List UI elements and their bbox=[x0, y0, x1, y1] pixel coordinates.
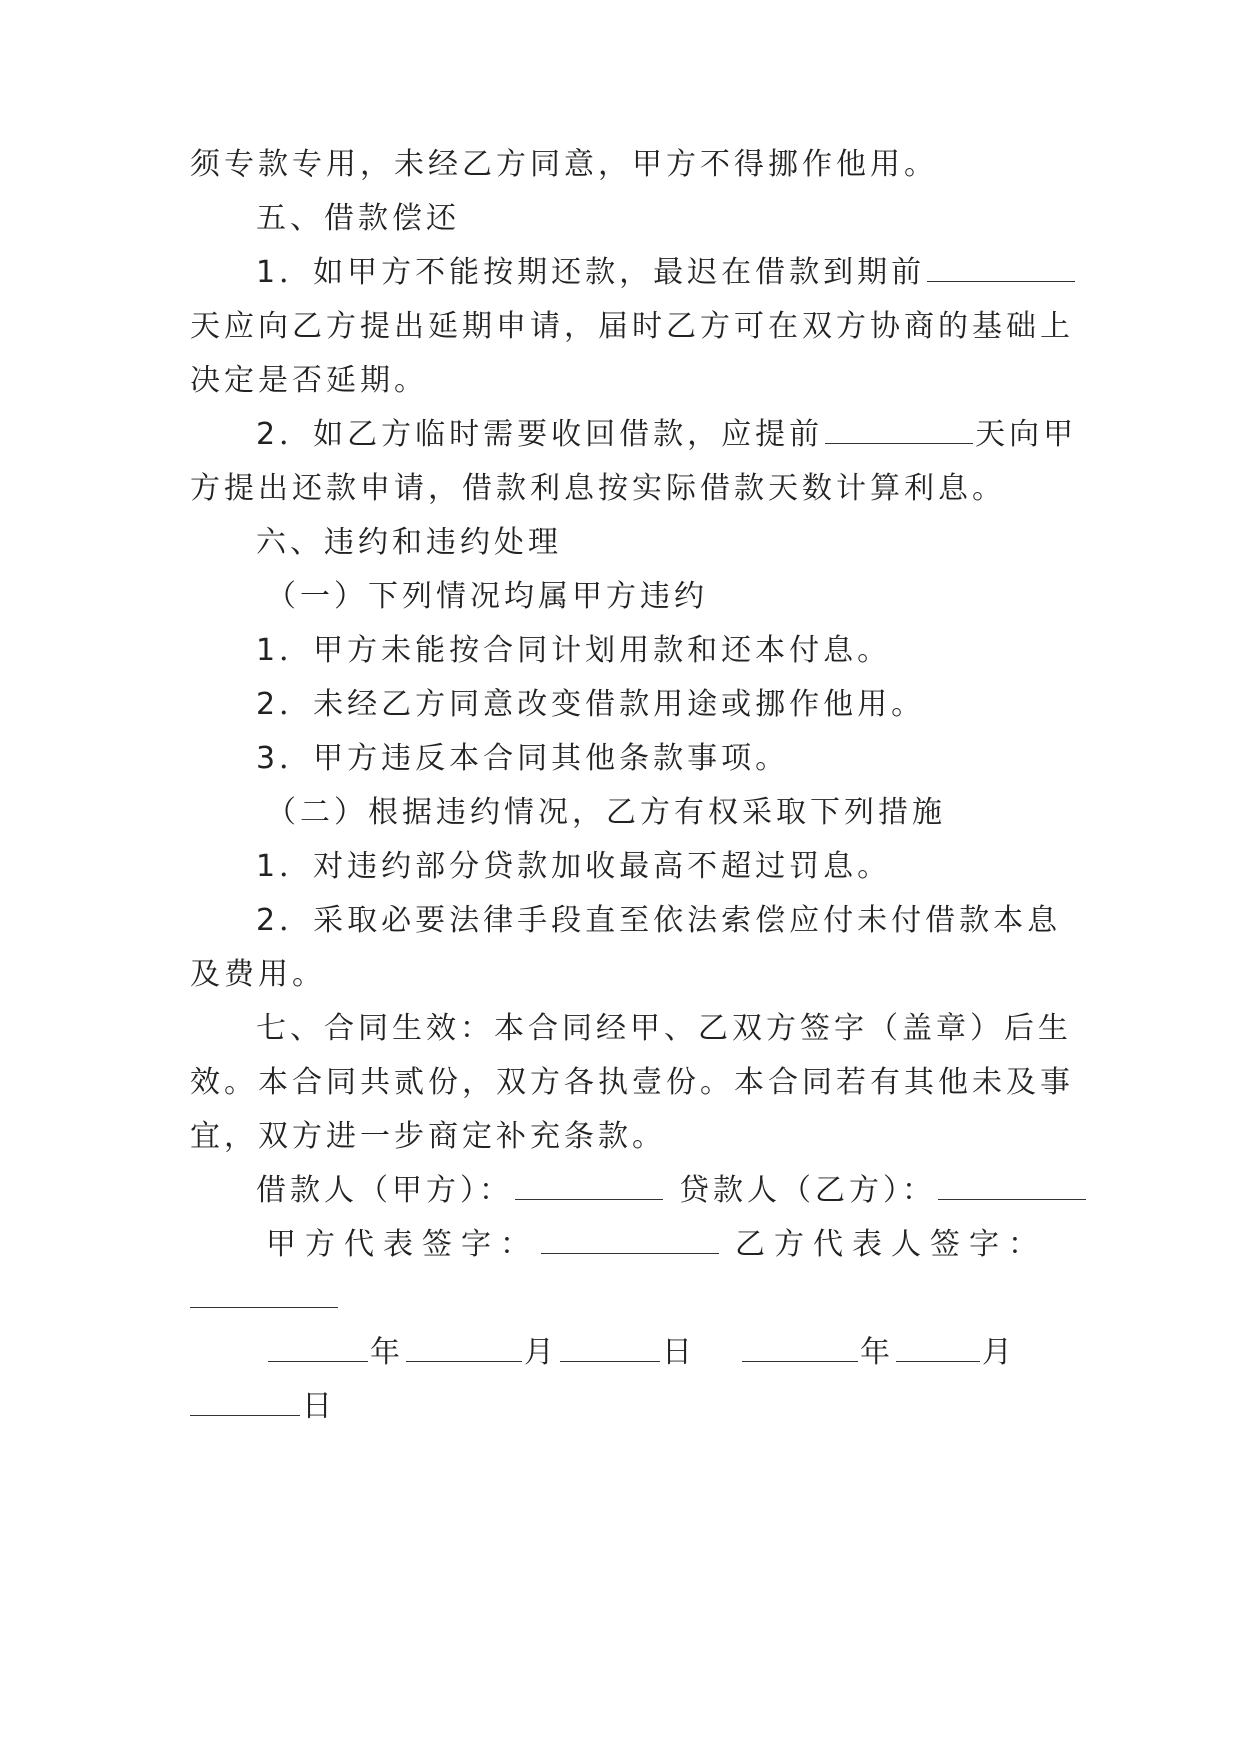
borrower-blank[interactable] bbox=[515, 1169, 663, 1200]
paragraph-line: 3．甲方违反本合同其他条款事项。 bbox=[256, 741, 790, 776]
section-heading: 五、借款偿还 bbox=[256, 201, 460, 236]
month-blank[interactable] bbox=[896, 1331, 980, 1362]
lender-blank[interactable] bbox=[938, 1169, 1086, 1200]
paragraph-line: 2．未经乙方同意改变借款用途或挪作他用。 bbox=[256, 687, 926, 722]
paragraph-line: 1．对违约部分贷款加收最高不超过罚息。 bbox=[256, 849, 892, 884]
date-row bbox=[266, 1331, 1060, 1375]
month-label: 月 bbox=[524, 1335, 558, 1370]
paragraph-line bbox=[256, 413, 1078, 457]
day-label: 日 bbox=[302, 1389, 336, 1424]
clause-text: 1．如甲方不能按期还款，最迟在借款到期前 bbox=[256, 255, 926, 290]
party-b-sign-blank[interactable] bbox=[190, 1277, 338, 1308]
date-row bbox=[190, 1385, 1060, 1429]
paragraph-line: 天应向乙方提出延期申请，届时乙方可在双方协商的基础上 bbox=[190, 309, 1074, 344]
paragraph-line: 决定是否延期。 bbox=[190, 363, 428, 398]
paragraph-line: 1．甲方未能按合同计划用款和还本付息。 bbox=[256, 633, 892, 668]
year-blank[interactable] bbox=[742, 1331, 858, 1362]
clause-text: 2．如乙方临时需要收回借款，应提前 bbox=[256, 417, 824, 452]
subsection-heading: （一）下列情况均属甲方违约 bbox=[266, 579, 708, 614]
paragraph-line bbox=[256, 251, 1060, 295]
paragraph-line: 须专款专用，未经乙方同意，甲方不得挪作他用。 bbox=[190, 147, 938, 182]
signature-row bbox=[266, 1223, 1060, 1267]
party-a-sign-label: 甲方代表签字： bbox=[266, 1227, 539, 1262]
party-a-sign-blank[interactable] bbox=[541, 1223, 719, 1254]
month-label: 月 bbox=[982, 1335, 1016, 1370]
signature-row bbox=[256, 1169, 1060, 1213]
clause-text: 天向甲 bbox=[975, 417, 1078, 452]
blank-days[interactable] bbox=[927, 251, 1075, 282]
blank-days[interactable] bbox=[825, 413, 973, 444]
day-blank[interactable] bbox=[560, 1331, 660, 1362]
subsection-heading: （二）根据违约情况，乙方有权采取下列措施 bbox=[266, 795, 946, 830]
paragraph-line: 效。本合同共贰份，双方各执壹份。本合同若有其他未及事 bbox=[190, 1065, 1074, 1100]
year-blank[interactable] bbox=[268, 1331, 368, 1362]
lender-label: 贷款人（乙方）： bbox=[679, 1173, 936, 1208]
month-blank[interactable] bbox=[406, 1331, 522, 1362]
year-label: 年 bbox=[860, 1335, 894, 1370]
paragraph-line: 宜，双方进一步商定补充条款。 bbox=[190, 1119, 666, 1154]
paragraph-line: 七、合同生效：本合同经甲、乙双方签字（盖章）后生 bbox=[256, 1011, 1072, 1046]
day-blank[interactable] bbox=[190, 1385, 300, 1416]
paragraph-line: 2．采取必要法律手段直至依法索偿应付未付借款本息 bbox=[256, 903, 1062, 938]
signature-row bbox=[190, 1277, 1060, 1321]
day-label: 日 bbox=[662, 1335, 696, 1370]
party-b-sign-label: 乙方代表人签字： bbox=[735, 1227, 1047, 1262]
paragraph-line: 及费用。 bbox=[190, 957, 326, 992]
borrower-label: 借款人（甲方）： bbox=[256, 1173, 513, 1208]
section-heading: 六、违约和违约处理 bbox=[256, 525, 562, 560]
year-label: 年 bbox=[370, 1335, 404, 1370]
paragraph-line: 方提出还款申请，借款利息按实际借款天数计算利息。 bbox=[190, 471, 1006, 506]
